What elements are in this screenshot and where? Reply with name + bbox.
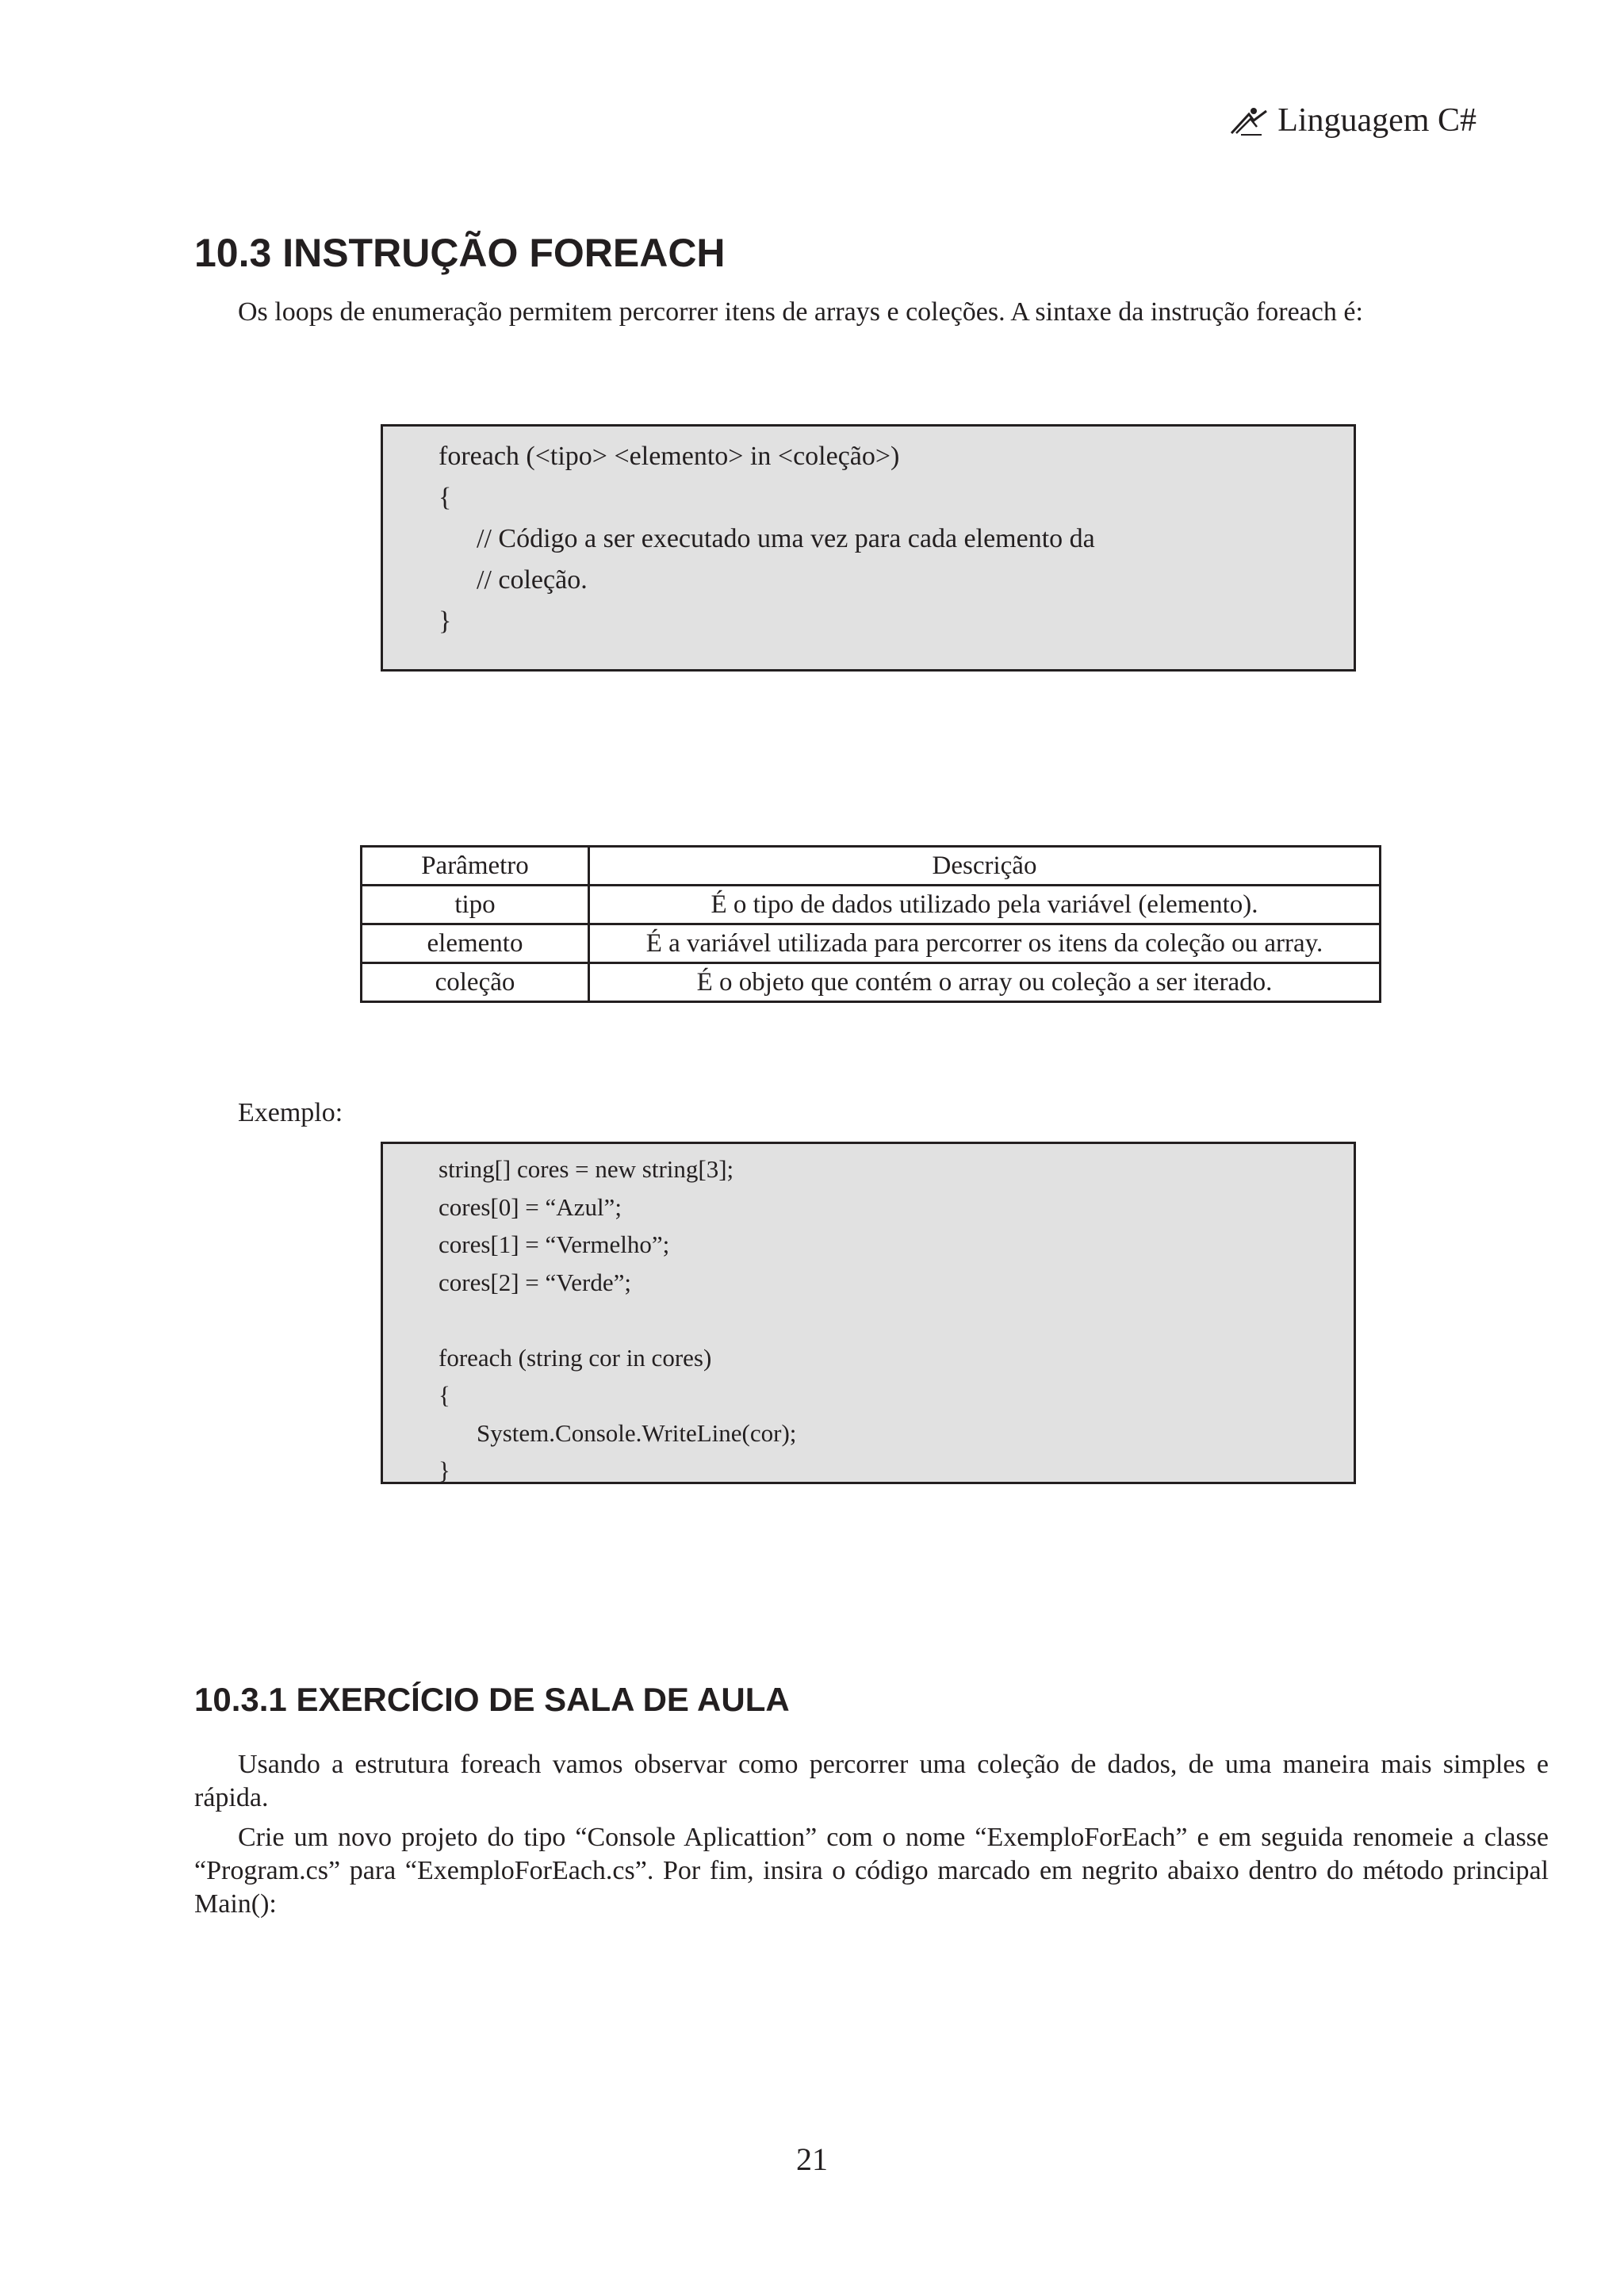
table-cell: tipo <box>362 886 589 924</box>
table-row <box>362 886 1381 924</box>
paragraph-text: Crie um novo projeto do tipo “Console Aplicattion” com o nome “ExemploForEach” e em seguida renomeie a classe “Program.cs” para “ExemploForEach.cs”. Por fim, insira o código marcado em negrito abaixo dentro do método principal Main(): <box>194 1823 1549 1919</box>
running-header <box>1230 101 1477 140</box>
code-line: foreach (<tipo> <elemento> in <coleção>) <box>439 442 900 471</box>
header-title: Linguagem C# <box>1277 102 1477 139</box>
example-code-block <box>381 1142 1356 1484</box>
code-line: string[] cores = new string[3]; <box>439 1155 734 1183</box>
section-title: 10.3 INSTRUÇÃO FOREACH <box>194 231 726 275</box>
column-header-descricao: Descrição <box>589 847 1381 886</box>
code-line: cores[2] = “Verde”; <box>439 1268 631 1296</box>
paragraph <box>194 1821 1549 1921</box>
code-line: cores[1] = “Vermelho”; <box>439 1230 670 1258</box>
table-cell: É a variável utilizada para percorrer os itens da coleção ou array. <box>589 924 1381 963</box>
table-row <box>362 924 1381 963</box>
code-line: cores[0] = “Azul”; <box>439 1192 622 1221</box>
page-number: 21 <box>796 2141 828 2177</box>
code-line <box>439 1301 1354 1339</box>
table-cell: coleção <box>362 963 589 1002</box>
table-row <box>362 963 1381 1002</box>
book-author-logo-icon <box>1230 105 1270 136</box>
code-line: // coleção. <box>477 565 588 595</box>
table-cell: É o tipo de dados utilizado pela variável (elemento). <box>589 886 1381 924</box>
column-header-parametro: Parâmetro <box>362 847 589 886</box>
code-line: } <box>439 1456 450 1484</box>
table-header-row <box>362 847 1381 886</box>
code-line: { <box>439 1381 450 1409</box>
table-cell: É o objeto que contém o array ou coleção a ser iterado. <box>589 963 1381 1002</box>
example-label: Exemplo: <box>238 1098 343 1127</box>
parameter-table <box>360 845 1381 1003</box>
code-line: foreach (string cor in cores) <box>439 1343 712 1372</box>
code-line: // Código a ser executado uma vez para cada elemento da <box>477 524 1095 553</box>
code-line: } <box>439 607 452 636</box>
table-cell: elemento <box>362 924 589 963</box>
paragraph-text: Usando a estrutura foreach vamos observar como percorrer uma coleção de dados, de uma maneira mais simples e rápida. <box>194 1750 1549 1812</box>
subsection-title: 10.3.1 EXERCÍCIO DE SALA DE AULA <box>194 1681 790 1718</box>
code-line: System.Console.WriteLine(cor); <box>477 1418 797 1447</box>
code-line: { <box>439 483 452 512</box>
syntax-code-block <box>381 424 1356 672</box>
paragraph <box>194 1748 1549 1815</box>
section-intro: Os loops de enumeração permitem percorrer itens de arrays e coleções. A sintaxe da instrução foreach é: <box>238 297 1363 327</box>
